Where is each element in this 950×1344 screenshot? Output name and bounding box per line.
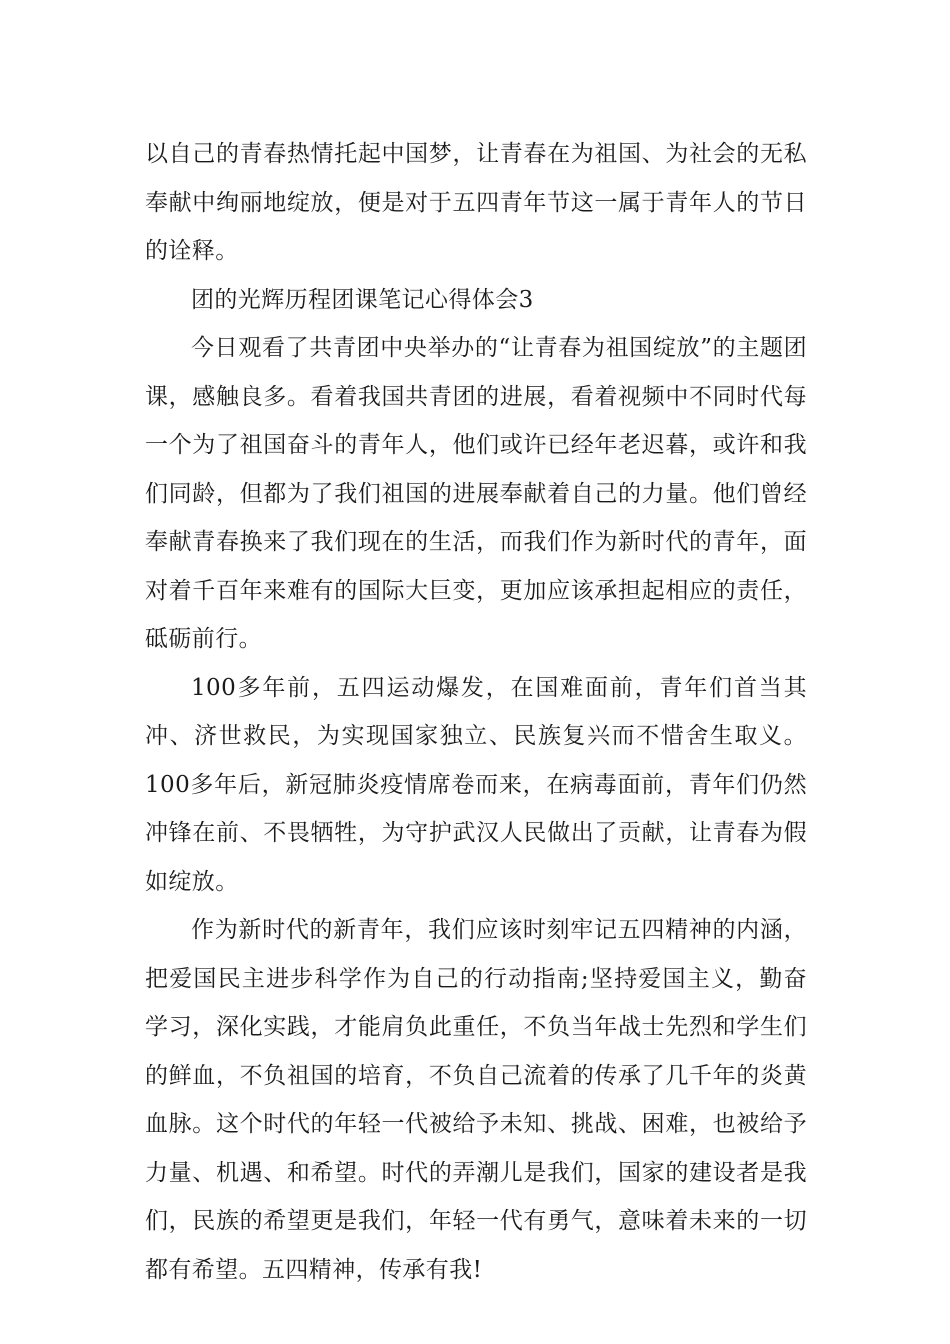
document-page: [145, 130, 807, 1294]
section-heading: 团的光辉历程团课笔记心得体会3: [191, 286, 534, 313]
body-paragraph-1: 今日观看了共青团中央举办的“让青春为祖国绽放”的主题团课，感触良多。看着我国共青团的进展，看着视频中不同时代每一个为了祖国奋斗的青年人，他们或许已经年老迟暮，或许和我们同龄，但都为了我们祖国的进展奉献着自己的力量。他们曾经奉献青春换来了我们现在的生活，而我们作为新时代的青年，面对着千百年来难有的国际大巨变，更加应该承担起相应的责任，砥砺前行。: [145, 335, 807, 652]
body-paragraph-3: 作为新时代的新青年，我们应该时刻牢记五四精神的内涵，把爱国民主进步科学作为自己的行动指南;坚持爱国主义，勤奋学习，深化实践，才能肩负此重任，不负当年战士先烈和学生们的鲜血，不负祖国的培育，不负自己流着的传承了几千年的炎黄血脉。这个时代的年轻一代被给予未知、挑战、困难，也被给予力量、机遇、和希望。时代的弄潮儿是我们，国家的建设者是我们，民族的希望更是我们，年轻一代有勇气，意味着未来的一切都有希望。五四精神，传承有我!: [145, 917, 807, 1283]
body-paragraph-2: 100多年前，五四运动爆发，在国难面前，青年们首当其冲、济世救民，为实现国家独立、民族复兴而不惜舍生取义。100多年后，新冠肺炎疫情席卷而来，在病毒面前，青年们仍然冲锋在前、不畏牺牲，为守护武汉人民做出了贡献，让青春为假如绽放。: [145, 674, 807, 895]
continuation-paragraph: 以自己的青春热情托起中国梦，让青春在为祖国、为社会的无私奉献中绚丽地绽放，便是对于五四青年节这一属于青年人的节日的诠释。: [145, 141, 807, 264]
